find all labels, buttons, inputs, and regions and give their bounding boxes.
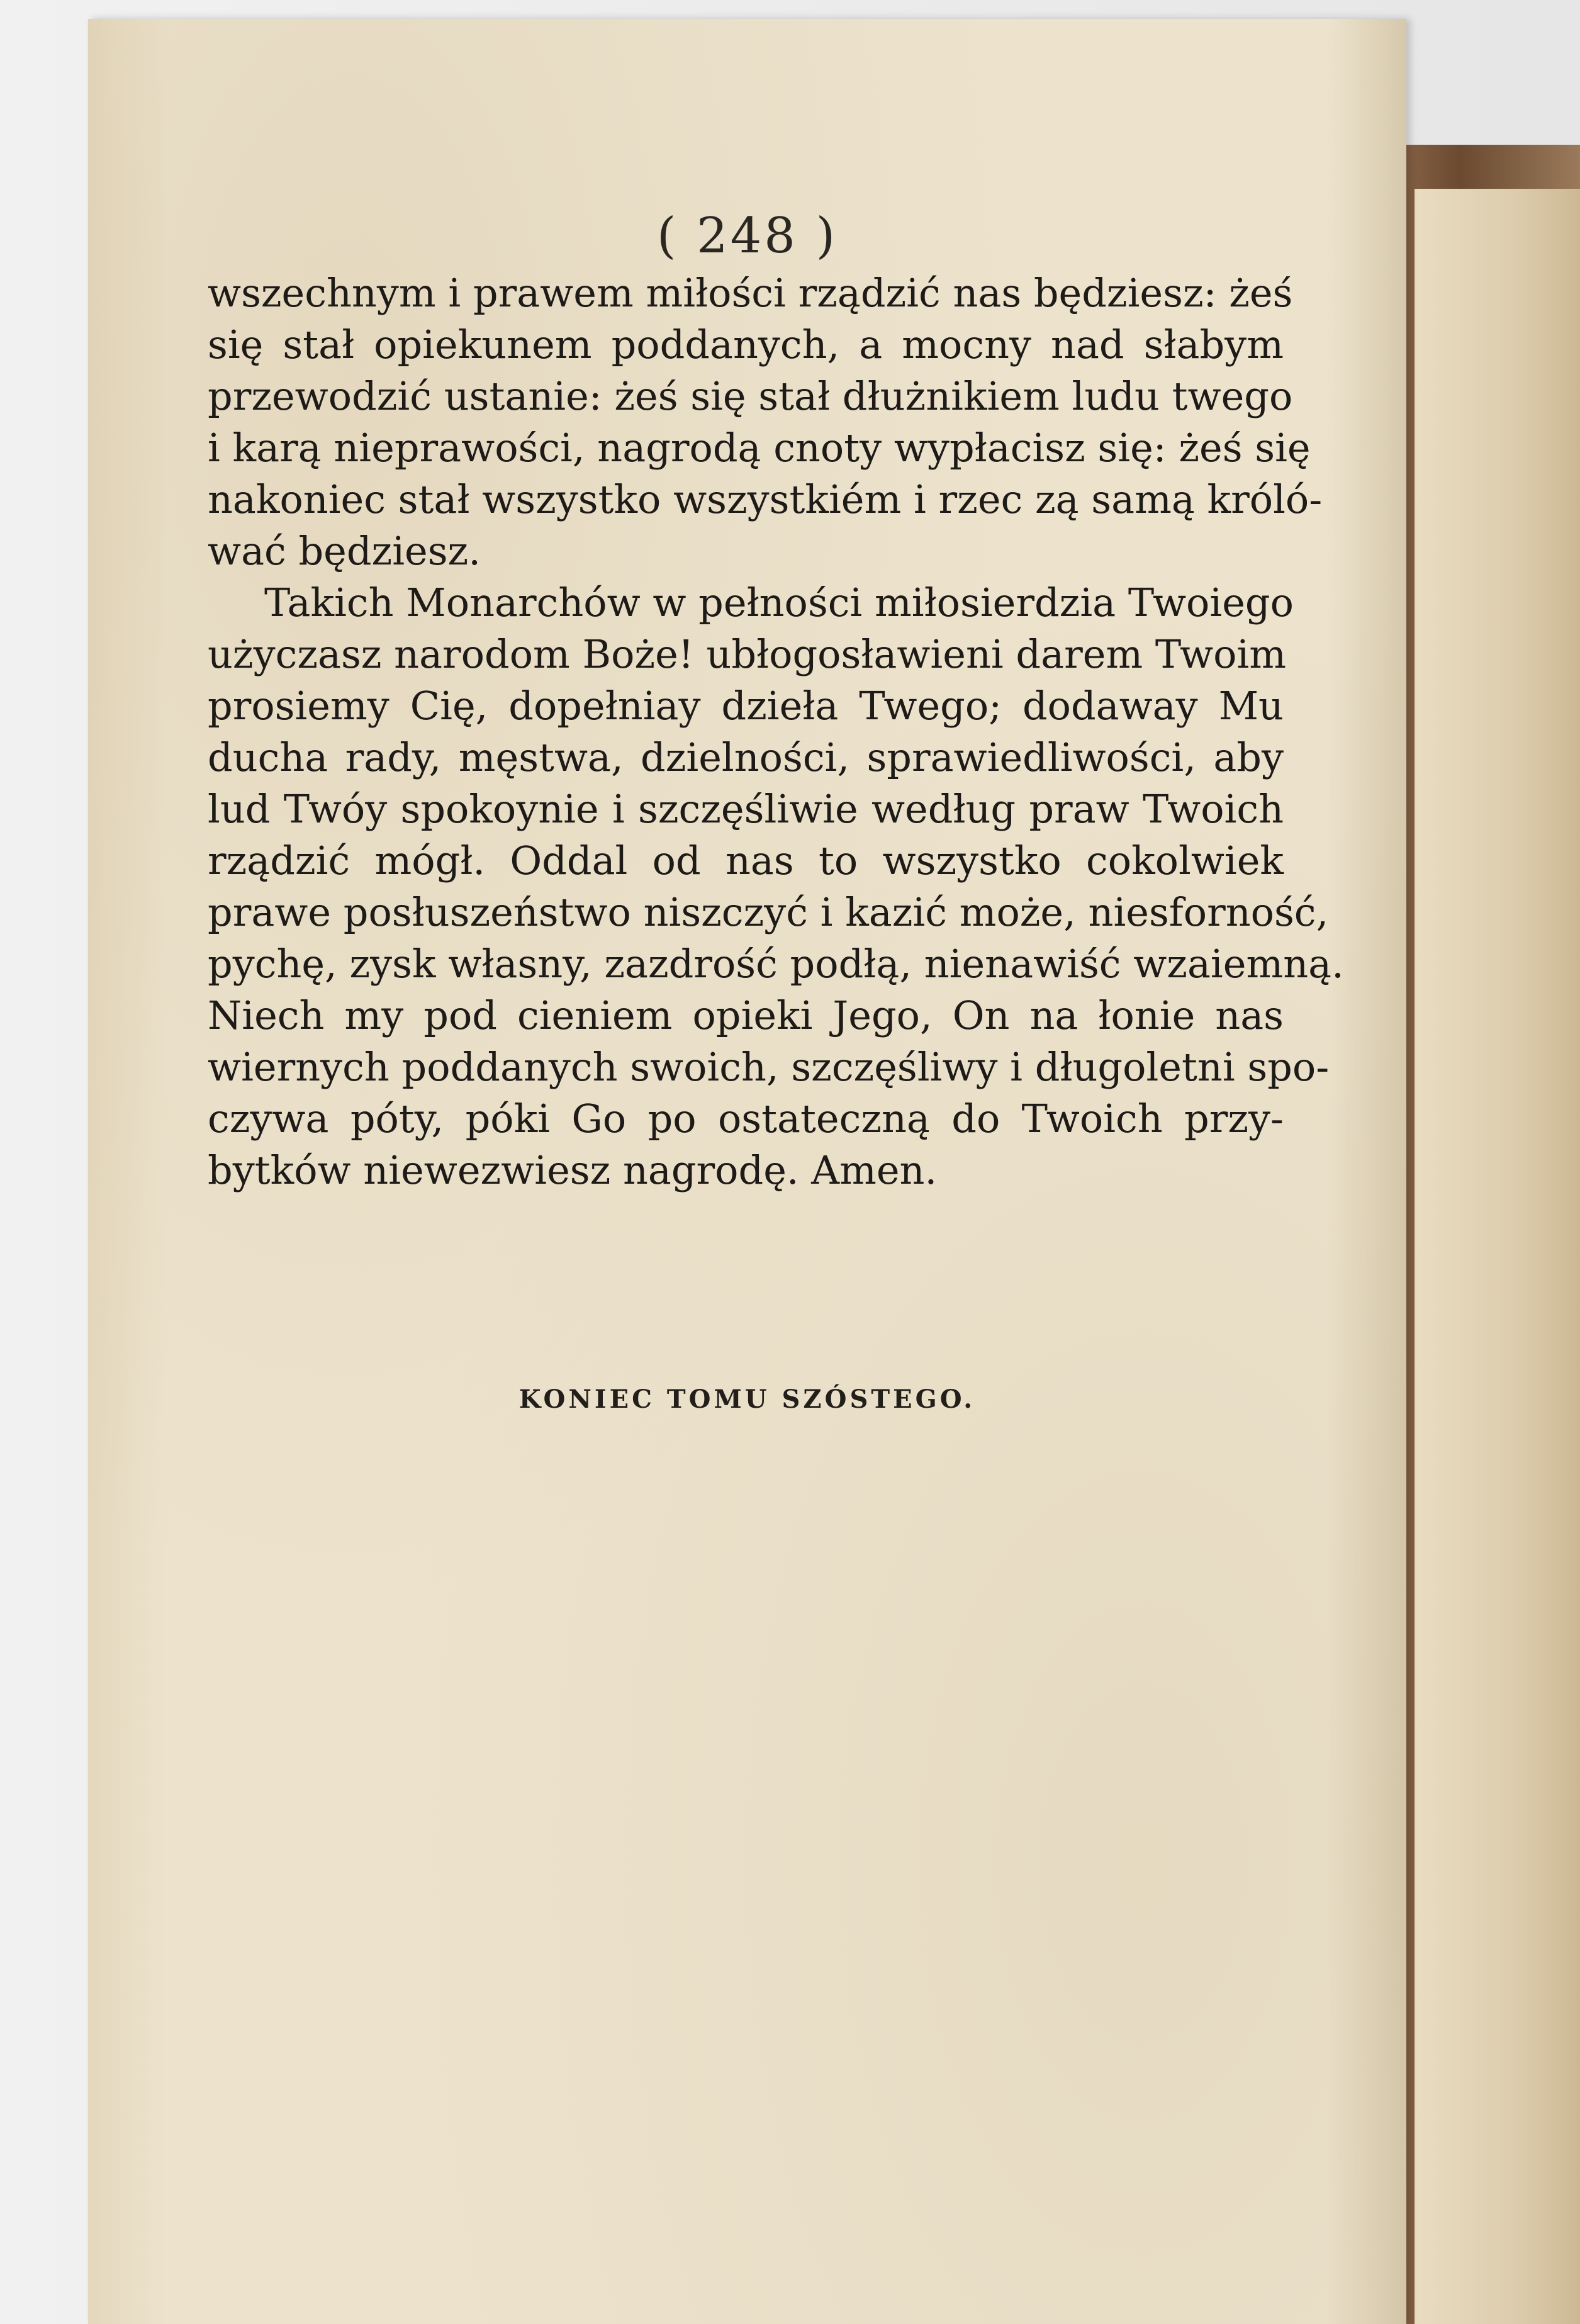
colophon: KONIEC TOMU SZÓSTEGO. (518, 1384, 976, 1414)
text-line: się stał opiekunem poddanych, a mocny nad słabym (208, 322, 1284, 368)
text-line: ducha rady, męstwa, dzielności, sprawiedliwości, aby (208, 734, 1284, 780)
text-line: lud Twóy spokoynie i szczęśliwie według praw Twoich (208, 786, 1284, 832)
text-line: wać będziesz. (208, 528, 481, 574)
facing-page-edge (1415, 189, 1580, 2324)
text-line: czywa póty, póki Go po ostateczną do Twoich przy- (208, 1096, 1284, 1142)
text-line: prosiemy Cię, dopełniay dzieła Twego; dodaway Mu (208, 683, 1284, 729)
book-page (88, 19, 1406, 2324)
body-text (208, 267, 1344, 1196)
text-line: wszechnym i prawem miłości rządzić nas będziesz: żeś (208, 270, 1293, 316)
text-line: Niech my pod cieniem opieki Jego, On na łonie nas (208, 992, 1284, 1038)
text-line: Takich Monarchów w pełności miłosierdzia Twoiego (264, 580, 1294, 626)
text-line: rządzić mógł. Oddal od nas to wszystko cokolwiek (208, 838, 1284, 884)
text-line: prawe posłuszeństwo niszczyć i kazić może, niesforność, (208, 889, 1329, 935)
text-line: bytków niewezwiesz nagrodę. Amen. (208, 1147, 938, 1193)
text-line: nakoniec stał wszystko wszystkiém i rzec zą samą króló- (208, 476, 1323, 522)
text-line: pychę, zysk własny, zazdrość podłą, nienawiść wzaiemną. (208, 941, 1344, 987)
paragraph-1 (208, 267, 1323, 577)
text-line: użyczasz narodom Boże! ubłogosławieni darem Twoim (208, 631, 1287, 677)
paragraph-2 (208, 577, 1344, 1196)
text-line: przewodzić ustanie: żeś się stał dłużnikiem ludu twego (208, 373, 1293, 419)
page-number: ( 248 ) (656, 208, 838, 264)
text-line: i karą nieprawości, nagrodą cnoty wypłacisz się: żeś się (208, 425, 1311, 471)
text-line: wiernych poddanych swoich, szczęśliwy i długoletni spo- (208, 1044, 1330, 1090)
